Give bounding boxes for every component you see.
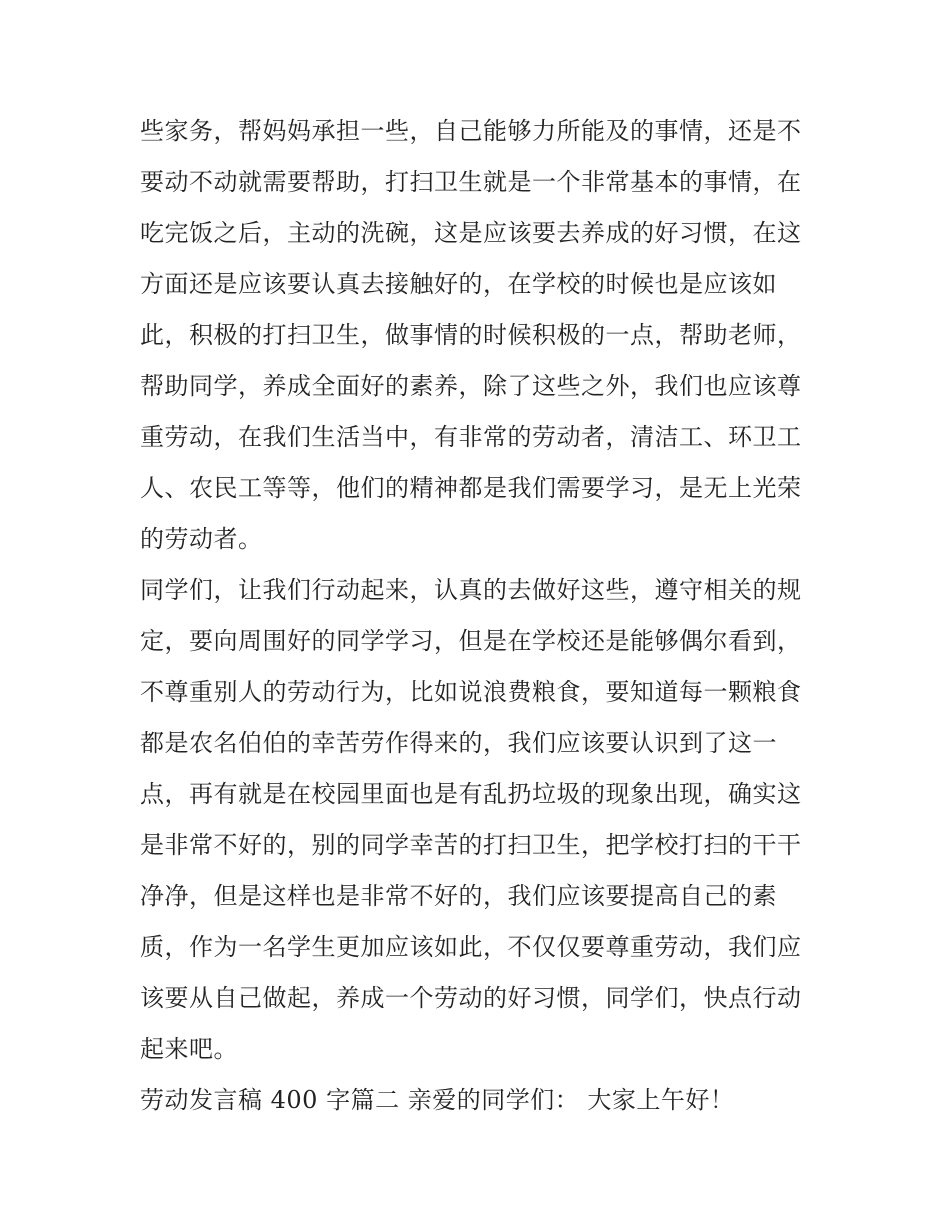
text-line: 要动不动就需要帮助，打扫卫生就是一个非常基本的事情，在 [140,168,802,196]
text-line: 些家务，帮妈妈承担一些，自己能够力所能及的事情，还是不 [140,117,802,145]
text-line: 的劳动者。 [140,525,263,553]
text-line: 同学们，让我们行动起来，认真的去做好这些，遵守相关的规 [140,576,802,604]
text-line: 该要从自己做起，养成一个劳动的好习惯，同学们，快点行动 [140,984,802,1012]
text-line: 是非常不好的，别的同学幸苦的打扫卫生，把学校打扫的干干 [140,831,802,859]
text-line: 点，再有就是在校园里面也是有乱扔垃圾的现象出现，确实这 [140,780,802,808]
text-line: 人、农民工等等，他们的精神都是我们需要学习，是无上光荣 [140,474,802,502]
text-line: 净净，但是这样也是非常不好的，我们应该要提高自己的素 [140,882,777,910]
section-heading-line: 劳动发言稿 400 字篇二 亲爱的同学们： 大家上午好！ [140,1086,735,1114]
text-line: 不尊重别人的劳动行为，比如说浪费粮食，要知道每一颗粮食 [140,678,802,706]
text-line: 定，要向周围好的同学学习，但是在学校还是能够偶尔看到， [140,627,802,655]
text-line: 重劳动，在我们生活当中，有非常的劳动者，清洁工、环卫工 [140,423,802,451]
document-body [140,106,812,1126]
text-line: 帮助同学，养成全面好的素养，除了这些之外，我们也应该尊 [140,372,802,400]
text-line: 质，作为一名学生更加应该如此，不仅仅要尊重劳动，我们应 [140,933,802,961]
text-line: 吃完饭之后，主动的洗碗，这是应该要去养成的好习惯，在这 [140,219,802,247]
text-line: 方面还是应该要认真去接触好的，在学校的时候也是应该如 [140,270,777,298]
text-line: 都是农名伯伯的幸苦劳作得来的，我们应该要认识到了这一 [140,729,777,757]
text-line: 此，积极的打扫卫生，做事情的时候积极的一点，帮助老师， [140,321,802,349]
text-line: 起来吧。 [140,1035,238,1063]
